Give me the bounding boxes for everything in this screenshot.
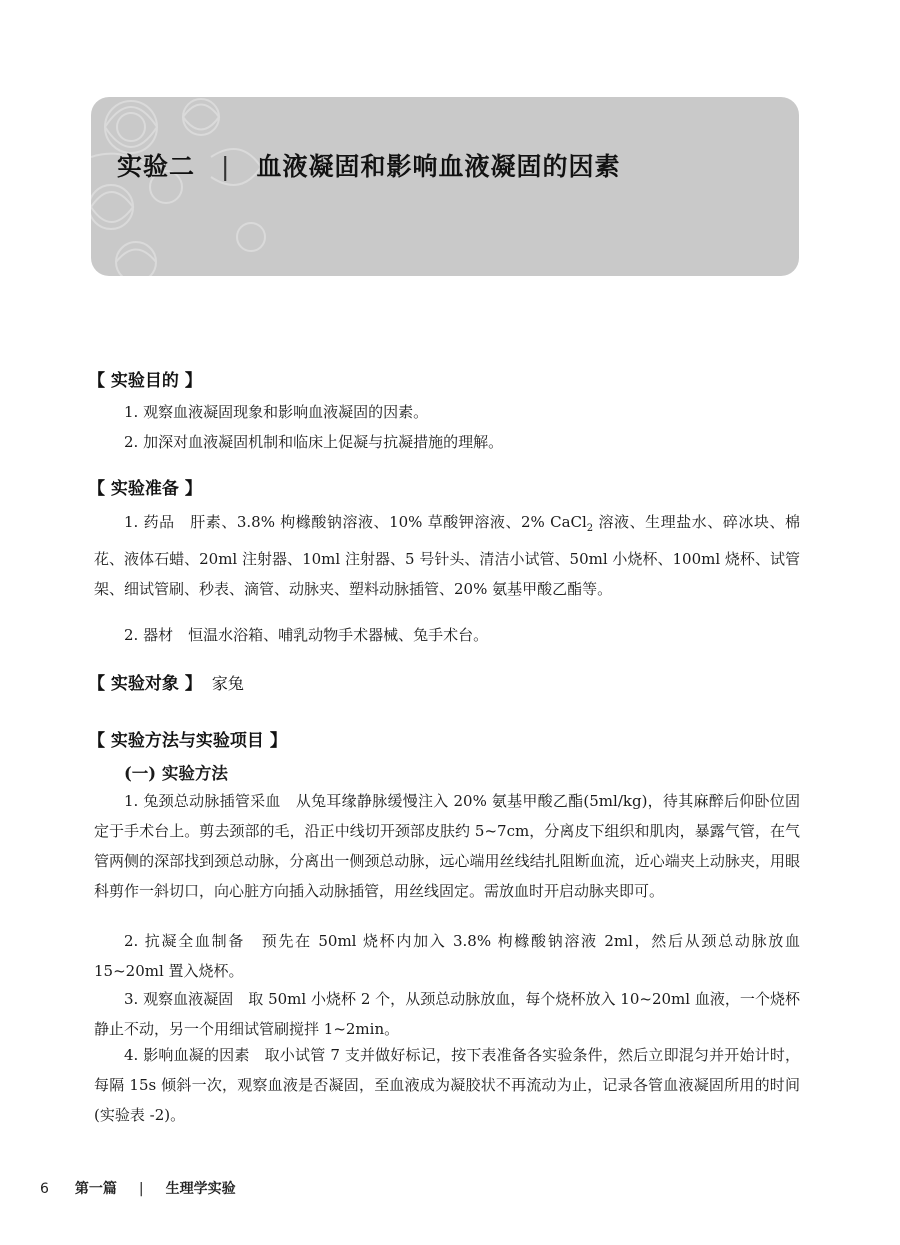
chapter-title: [117, 147, 620, 183]
section-preparation-heading: 【 实验准备 】: [88, 479, 202, 499]
purpose-item-1: 1. 观察血液凝固现象和影响血液凝固的因素。: [124, 403, 429, 421]
section-purpose-heading: 【 实验目的 】: [88, 371, 202, 391]
page-footer: [40, 1178, 236, 1198]
methods-subheading: (一) 实验方法: [124, 764, 228, 783]
preparation-drugs: [94, 507, 800, 604]
drugs-text-after: 溶液、生理盐水、碎冰块、棉花、液体石蜡、20ml 注射器、10ml 注射器、5 号针头、清洁小试管、50ml 小烧杯、100ml 烧杯、试管架、细试管刷、秒表、滴管、动脉夹、塑料动脉插管、20% 氨基甲酸乙酯等。: [94, 513, 800, 598]
purpose-item-2: 2. 加深对血液凝固机制和临床上促凝与抗凝措施的理解。: [124, 433, 504, 451]
method-item-2: 2. 抗凝全血制备 预先在 50ml 烧杯内加入 3.8% 枸橼酸钠溶液 2ml，然后从颈总动脉放血 15~20ml 置入烧杯。: [94, 932, 800, 980]
method-item-1: 1. 兔颈总动脉插管采血 从兔耳缘静脉缓慢注入 20% 氨基甲酸乙酯(5ml/kg)，待其麻醉后仰卧位固定于手术台上。剪去颈部的毛，沿正中线切开颈部皮肤约 5~7cm，分离皮下组织和肌肉，暴露气管，在气管两侧的深部找到颈总动脉，分离出一侧颈总动脉，远心端用丝线结扎阻断血流，近心端夹上动脉夹，用眼科剪作一斜切口，向心脏方向插入动脉插管，用丝线固定。需放血时开启动脉夹即可。: [94, 792, 800, 900]
section-methods-heading: 【 实验方法与实验项目 】: [88, 731, 287, 751]
title-separator: |: [221, 152, 231, 181]
preparation-equipment: 2. 器材 恒温水浴箱、哺乳动物手术器械、兔手术台。: [124, 626, 489, 644]
floral-pattern-icon: [91, 97, 799, 276]
drugs-text-before: 1. 药品 肝素、3.8% 枸橼酸钠溶液、10% 草酸钾溶液、2% CaCl: [124, 513, 587, 531]
footer-separator: |: [138, 1181, 144, 1197]
subject-heading-label: 【 实验对象 】: [88, 674, 202, 694]
section-subject-heading: [88, 669, 244, 694]
subject-value: 家兔: [211, 674, 244, 693]
footer-part: 第一篇: [74, 1181, 117, 1197]
chapter-name: 血液凝固和影响血液凝固的因素: [256, 152, 621, 181]
chapter-banner: [91, 97, 799, 276]
method-item-3: 3. 观察血液凝固 取 50ml 小烧杯 2 个，从颈总动脉放血，每个烧杯放入 10~20ml 血液，一个烧杯静止不动，另一个用细试管刷搅拌 1~2min。: [94, 990, 800, 1038]
page-number: 6: [40, 1181, 49, 1197]
footer-section: 生理学实验: [165, 1181, 236, 1197]
drugs-subscript: 2: [586, 523, 594, 534]
chapter-label: 实验二: [117, 152, 196, 181]
method-item-4: 4. 影响血凝的因素 取小试管 7 支并做好标记，按下表准备各实验条件，然后立即混匀并开始计时，每隔 15s 倾斜一次，观察血液是否凝固，至血液成为凝胶状不再流动为止，记录各管血液凝固所用的时间(实验表 -2)。: [94, 1046, 800, 1124]
